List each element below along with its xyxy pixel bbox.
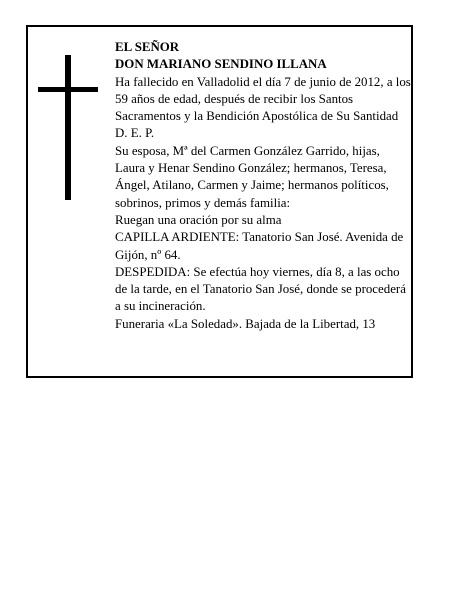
family-list: Su esposa, Mª del Carmen González Garrido, hijas, Laura y Henar Sendino González; hermanos, Teresa, Ángel, Atilano, Carmen y Jaime; hermanos políticos, sobrinos, primos y demás familia: [115,143,389,210]
obituary-notice [26,25,413,378]
funeral-home: Funeraria «La Soledad». Bajada de la Libertad, 13 [115,316,376,331]
death-announcement: Ha fallecido en Valladolid el día 7 de junio de 2012, a los 59 años de edad, después de recibir los Santos Sacramentos y la Bendición Apostólica de Su Santidad D. E. P. [115,74,411,141]
wake-location: CAPILLA ARDIENTE: Tanatorio San José. Avenida de Gijón, nº 64. [115,230,404,262]
deceased-name: DON MARIANO SENDINO ILLANA [115,57,327,72]
prayer-request: Ruegan una oración por su alma [115,212,282,227]
obituary-text [115,39,411,333]
farewell-details: DESPEDIDA: Se efectúa hoy viernes, día 8, a las ocho de la tarde, en el Tanatorio San José, donde se procederá a su incineración. [115,264,406,314]
cross-vertical-bar [65,55,71,200]
cross-horizontal-bar [38,87,98,92]
title-line-1: EL SEÑOR [115,40,180,54]
cross-icon [38,55,98,200]
